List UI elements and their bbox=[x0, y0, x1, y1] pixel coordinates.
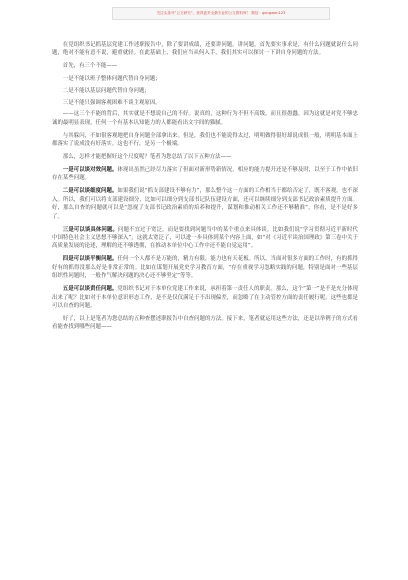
paragraph-text: 与其躲闪，不如很客观地把自身问题全部拿出来。但是，我们也不能说得太过，明明做得很好却说成很一般，明明基本面上都落实了说成没有好落实。这也不行，是另一个极端。 bbox=[52, 132, 358, 147]
paragraph-lead: 四是可以谈平衡问题。 bbox=[62, 256, 118, 263]
paragraph-text: 体现出虽然已经尽力落实了但面对新形势新情况，相应的能力提升还是不够及时，以至于工作中依旧存在某些问题。 bbox=[52, 167, 358, 182]
paragraph-text: ——这三个不能的背后，其实就是不想说自己的不好。说真的，这种行为不但不高级，而且很愚蠢。因为这就是对党不够忠诚的最明显表现，任何一个有基本认知能力的人都能看出文字间的猫腻。 bbox=[52, 111, 358, 126]
paragraph-lead: 二是可以谈细度问题。 bbox=[62, 188, 118, 195]
paragraph bbox=[52, 62, 358, 70]
paragraph-text: 那么，怎样才能把握好这个尺度呢？笔者为您总结了以下五种方法—— bbox=[62, 154, 232, 160]
list-item bbox=[52, 87, 358, 95]
paragraph-text: 一是不能以班子整体问题代替自身问题； bbox=[62, 76, 161, 83]
paragraph bbox=[52, 315, 358, 332]
paragraph bbox=[52, 285, 358, 310]
paragraph-lead: 一是可以谈对效问题。 bbox=[62, 167, 118, 173]
paragraph-text: 好了，以上是笔者为您总结的五种查摆述职报告中自查问题的方法。接下来，笔者就运用这些方法，还是以举例子的方式看看能查找到哪些问题—— bbox=[52, 316, 358, 331]
paragraph bbox=[52, 132, 358, 149]
paragraph-lead: 三是可以谈具体问题。 bbox=[62, 226, 118, 233]
document-body bbox=[52, 41, 358, 336]
list-item bbox=[52, 99, 358, 107]
paragraph-text: 如果我们说“抓支部建设不够有力”，那么整个这一方面的工作相当于都给否定了，既不客观，也不深入。所以，我们可以将支部建设细分，比如可以细分到支部书记队伍建设方面，还可以继续细分到支部书记政治素质提升方面。好，那么自查的问题就可以是“忽视了支部书记政治素质的培养和提升，谋划和推动相关工作还不够精准”，你看，是不是好多了。 bbox=[52, 188, 358, 220]
paragraph-text: 任何一个人都不是万能的，精力有限，能力也有天花板。所以，当面对很多方面的工作时，有的抓得好有的抓得没那么好是非常正常的。比如在谋划开展党史学习教育方面，“存在重视学习忽略实践的问题，特别是面对一些基层组织性问题时，一般作气解决问题的决心还不够坚定”等等。 bbox=[52, 256, 358, 280]
top-banner[interactable] bbox=[112, 7, 330, 20]
paragraph-text: 首先，有三个不能—— bbox=[62, 63, 118, 70]
paragraph-text: 二是不能以基层问题代替自身问题； bbox=[62, 88, 150, 94]
paragraph-lead: 五是可以谈责任问题。 bbox=[62, 286, 118, 293]
paragraph bbox=[52, 153, 358, 161]
paragraph bbox=[52, 41, 358, 58]
paragraph-text: 党组织书记对于本单位党建工作来说，承担着第一责任人的职责。那么，这个“第一”是不是充分体现出来了呢？比如对于本单位意识形态工作，是不是仅仅满足于不出现偏差，而忽略了在主动管控方面的责任履行呢。这些也都是可以自查的问题。 bbox=[52, 286, 358, 310]
paragraph-text: 问题不宜过于宽泛，而是要找到问题当中的某个重点来具体谈。比如我们说“学习贯彻习近平新时代中国特色社会主义思想不够深入”，这就太宽泛了，可以进一步具体到某个内容上面，如“对《习近平谈治国理政》第三卷中关于高质量发展的论述，理解的还不够透彻，在推动本单位中心工作中还不能自觉运用”。 bbox=[52, 226, 358, 250]
paragraph-text: 在党组织书记抓基层党建工作述职报告中，除了要讲成绩，还要讲问题。讲问题，首先要实事求是，有什么问题就说什么问题，绝对不能有意不说，避重就轻。在此基础上，我们应当从何入手，我们其实可以探讨一下讲自身问题的方法。 bbox=[52, 42, 358, 57]
banner-text: 关注头条号“公文研究”，获得更多全最专业的公文资料库！ 微信：gongwen123 bbox=[156, 11, 286, 15]
paragraph bbox=[52, 255, 358, 280]
list-item bbox=[52, 75, 358, 83]
paragraph-text: 三是不能只强调客观困难不谈主观原因。 bbox=[62, 99, 161, 106]
paragraph bbox=[52, 187, 358, 221]
paragraph bbox=[52, 110, 358, 127]
paragraph bbox=[52, 166, 358, 183]
paragraph bbox=[52, 226, 358, 251]
